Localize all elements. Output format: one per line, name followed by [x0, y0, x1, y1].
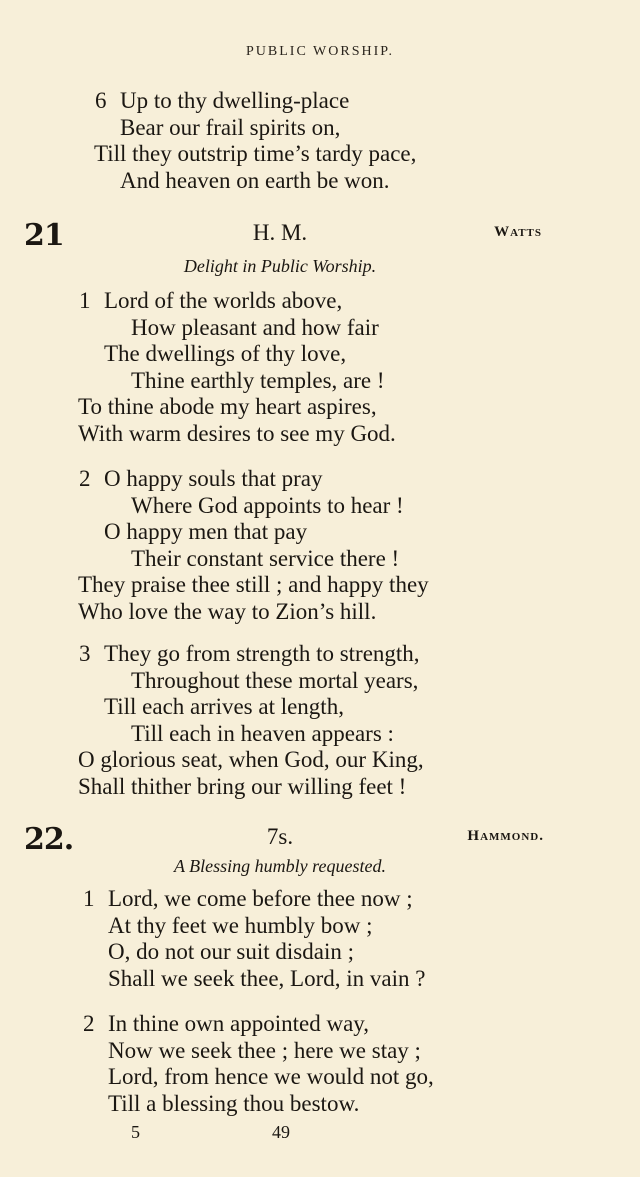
hymn-number: 21: [24, 218, 64, 253]
verse-line: 1 Lord, we come before thee now ;: [83, 886, 413, 911]
verse-line: Till a blessing thou bestow.: [108, 1090, 360, 1116]
verse-line: 6 Up to thy dwelling-place: [95, 88, 350, 113]
hymn-meter: 7s.: [266, 824, 294, 849]
verse-line: O glorious seat, when God, our King,: [78, 747, 424, 772]
verse-line: Till each arrives at length,: [104, 694, 344, 719]
stanza: [78, 466, 640, 625]
verse-line: Lord, from hence we would not go,: [108, 1064, 434, 1089]
verse-line: Bear our frail spirits on,: [120, 114, 341, 140]
verse-line: Shall thither bring our willing feet !: [78, 773, 407, 799]
page-number: 49: [272, 1122, 290, 1142]
verse-line: Till they outstrip time’s tardy pace,: [94, 141, 417, 166]
stanza-number: 3: [79, 641, 91, 666]
stanza-number: 1: [79, 288, 91, 313]
verse-line: And heaven on earth be won.: [120, 167, 390, 193]
verse-line: Who love the way to Zion’s hill.: [78, 598, 377, 624]
hymn-subtitle: Delight in Public Worship.: [183, 256, 377, 276]
hymn-author: Watts: [494, 224, 542, 240]
verse-line: Where God appoints to hear !: [131, 492, 404, 518]
hymn-heading: [0, 218, 640, 253]
verse-line: Their constant service there !: [131, 545, 400, 571]
signature-mark: 5: [131, 1122, 140, 1142]
stanza: [78, 288, 640, 447]
stanza-number: 6: [95, 88, 107, 113]
stanza: [83, 886, 640, 992]
verse-line: 1 Lord of the worlds above,: [79, 288, 343, 313]
verse-line: O, do not our suit disdain ;: [108, 939, 354, 964]
verse-line: To thine abode my heart aspires,: [78, 394, 377, 419]
verse-line: With warm desires to see my God.: [78, 420, 396, 446]
verse-line: The dwellings of thy love,: [104, 341, 347, 366]
verse-line: How pleasant and how fair: [131, 314, 379, 340]
verse-line: 2 In thine own appointed way,: [83, 1011, 370, 1036]
stanza: [78, 641, 640, 800]
hymn-subtitle: A Blessing humbly requested.: [174, 856, 386, 876]
stanza-number: 2: [83, 1011, 95, 1036]
running-header: PUBLIC WORSHIP.: [246, 44, 394, 59]
verse-line: O happy men that pay: [104, 519, 308, 544]
verse-line: Throughout these mortal years,: [131, 667, 419, 693]
stanza: [94, 88, 640, 194]
verse-line: Now we seek thee ; here we stay ;: [108, 1037, 421, 1063]
verse-line: They praise thee still ; and happy they: [78, 572, 429, 597]
hymn-meter: H. M.: [252, 220, 308, 245]
stanza-number: 2: [79, 466, 91, 491]
verse-line: 2 O happy souls that pray: [79, 466, 323, 491]
hymn-heading: [0, 822, 640, 857]
stanza: [83, 1011, 640, 1117]
hymn-number: 22.: [24, 822, 74, 857]
verse-line: 3 They go from strength to strength,: [79, 641, 420, 666]
hymn-author: Hammond.: [467, 828, 544, 844]
stanza-number: 1: [83, 886, 95, 911]
verse-line: Shall we seek thee, Lord, in vain ?: [108, 965, 426, 991]
verse-line: Till each in heaven appears :: [131, 720, 394, 746]
verse-line: Thine earthly temples, are !: [131, 367, 385, 393]
verse-line: At thy feet we humbly bow ;: [108, 912, 373, 938]
